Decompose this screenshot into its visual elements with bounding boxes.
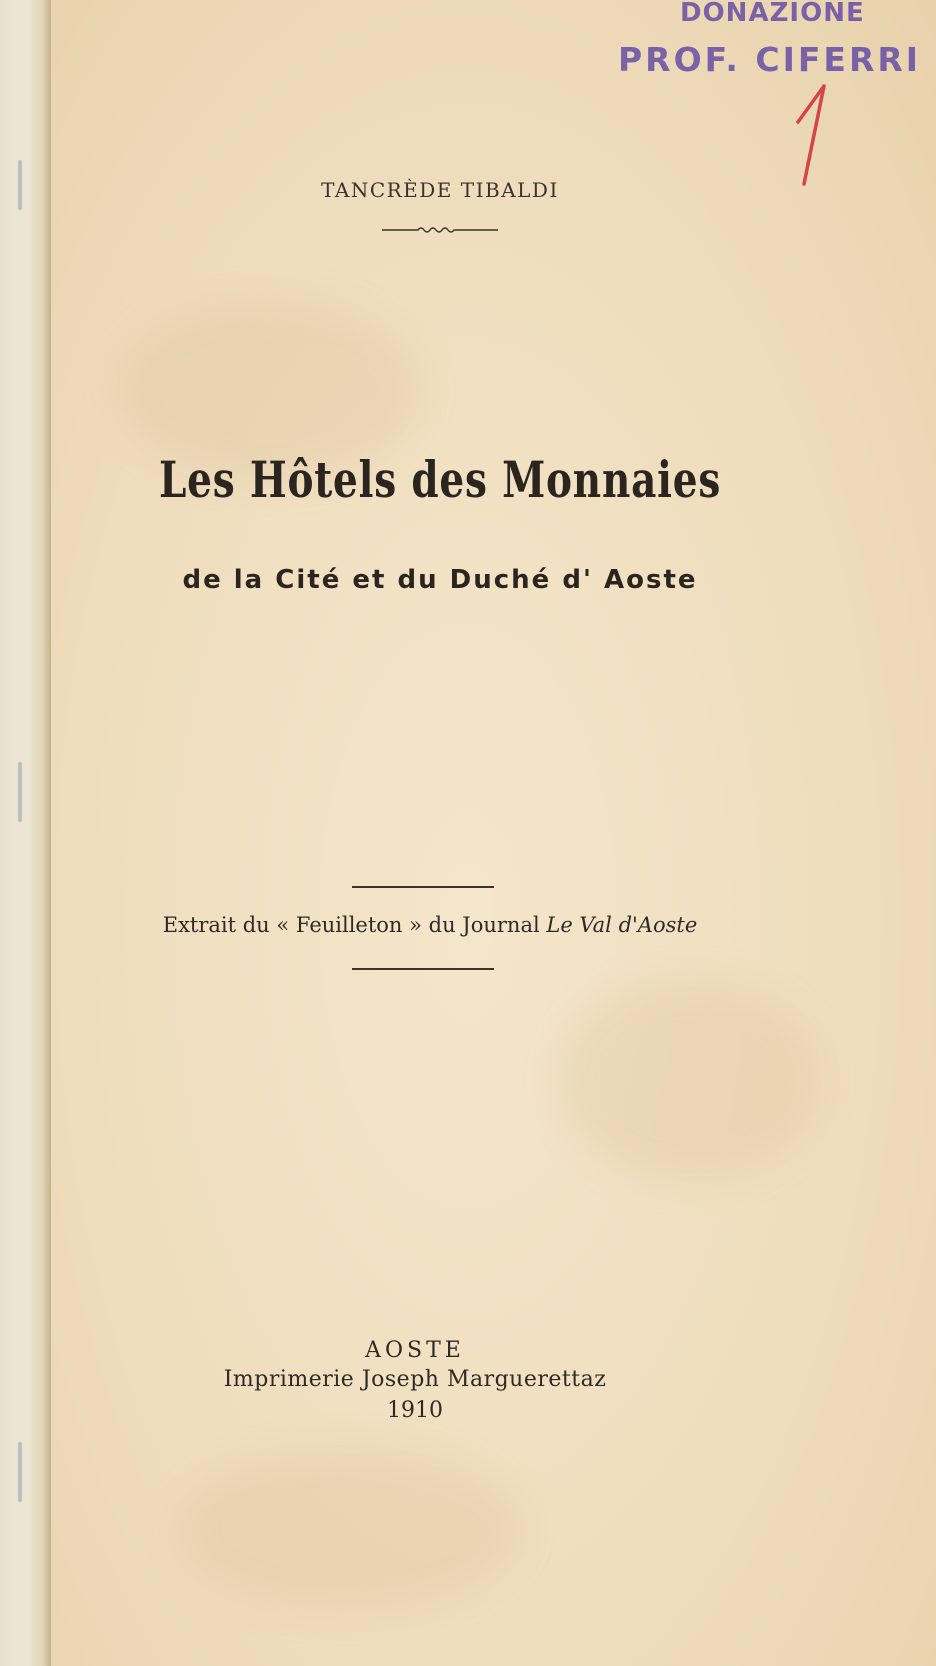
donation-stamp-line2: PROF. CIFERRI <box>618 40 922 79</box>
divider-rule <box>352 968 494 970</box>
author-name: TANCRÈDE TIBALDI <box>321 178 559 202</box>
paper-stain <box>180 1450 520 1610</box>
divider-rule <box>352 886 494 888</box>
extract-note <box>0 913 860 937</box>
binding-mark <box>18 1442 22 1502</box>
book-subtitle: de la Cité et du Duché d' Aoste <box>182 565 698 595</box>
wavy-ornament <box>382 225 498 235</box>
journal-name: Le Val d'Aoste <box>546 913 698 937</box>
imprint-printer: Imprimerie Joseph Marguerettaz <box>223 1367 607 1392</box>
imprint-city: AOSTE <box>365 1338 465 1363</box>
donation-stamp-line1: DONAZIONE <box>680 0 865 28</box>
imprint-year: 1910 <box>387 1398 443 1423</box>
extract-prefix: Extrait du « Feuilleton » du Journal <box>162 913 547 937</box>
binding-mark <box>18 762 22 822</box>
paper-stain <box>560 980 820 1180</box>
book-title: Les Hôtels des Monnaies <box>158 450 722 509</box>
handwritten-number-one <box>790 80 840 190</box>
